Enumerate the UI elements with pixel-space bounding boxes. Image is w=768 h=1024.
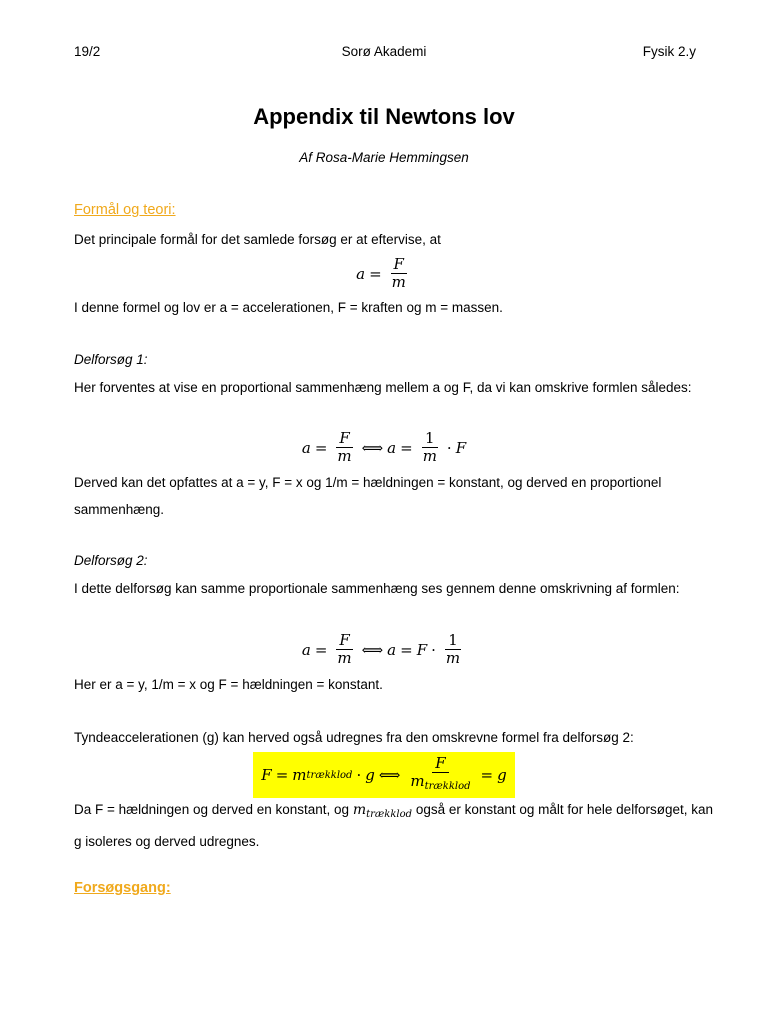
formula-tyngde-highlighted [0,752,768,798]
math-num: F [336,430,352,448]
header-subject: Fysik 2.y [642,44,696,59]
paragraph-delforsog-1: Her forventes at vise en proportional sammenhæng mellem a og F, da vi kan omskrive formlen således: [74,380,692,395]
math-eq: = [369,264,382,283]
math-F: F [416,640,428,659]
math-num: 1 [422,430,438,448]
math-eq: = [480,766,494,784]
math-num: 1 [445,632,461,650]
text-part-a: Da F = hældningen og derved en konstant, og [74,802,350,817]
subheading-delforsog-2: Delforsøg 2: [74,553,148,568]
math-a: a [301,640,311,659]
formula-delforsog-2 [0,632,768,667]
math-eq: = [400,640,413,659]
formula-delforsog-1 [0,430,768,465]
subheading-delforsog-1: Delforsøg 1: [74,352,148,367]
math-a: a [387,438,397,457]
math-g: g [365,766,375,784]
math-den: m [445,649,461,667]
math-subscript: trækklod [306,769,353,781]
math-eq: = [314,640,328,659]
math-F: F [455,438,467,457]
math-fraction [407,755,473,795]
math-fraction [334,632,354,667]
math-dot: · [446,438,452,457]
paragraph-formaal: Det principale formål for det samlede forsøg er at eftervise, at [74,232,441,247]
document-author: Af Rosa-Marie Hemmingsen [299,150,469,165]
math-den: m [337,649,352,667]
math-a: a [387,640,397,659]
math-g: g [497,766,507,784]
math-num: F [391,256,407,274]
math-m: m [410,772,425,790]
math-den: m [391,273,406,291]
math-den [407,773,473,795]
math-fraction [420,430,440,465]
math-eq: = [400,438,413,457]
formula-highlight [253,752,514,798]
math-a: a [301,438,311,457]
paragraph-delforsog-2-conclusion: Her er a = y, 1/m = x og F = hældningen = konstant. [74,677,383,692]
math-iff: ⟺ [361,438,384,457]
math-F: F [261,766,272,784]
math-fraction [389,256,409,291]
math-eq: = [314,438,328,457]
math-fraction [443,632,463,667]
math-dot: · [431,640,436,659]
math-num: F [336,632,352,650]
paragraph-tyngdeacceleration: Tyndeaccelerationen (g) kan herved også udregnes fra den omskrevne formel fra delforsøg 2: [74,730,634,745]
math-m: m [292,766,307,784]
math-den: m [337,447,352,465]
math-dot: · [356,766,362,784]
paragraph-tyngde-conclusion [74,796,714,855]
formula-main [0,256,768,291]
math-subscript: trækklod [424,781,471,792]
paragraph-delforsog-1-conclusion: Derved kan det opfattes at a = y, F = x og 1/m = hældningen = konstant, og derved en proportionel sammenhæng. [74,475,662,517]
math-fraction [334,430,354,465]
math-iff: ⟺ [378,766,401,784]
section-heading-formaal: Formål og teori: [74,202,176,218]
math-iff: ⟺ [361,640,384,659]
paragraph-delforsog-2: I dette delforsøg kan samme proportionale sammenhæng ses gennem denne omskrivning af formlen: [74,581,680,596]
section-heading-forsogsgang: Forsøgsgang: [74,880,171,896]
inline-math-m: $m_{trækklod}$ [352,802,413,820]
math-den: m [422,447,437,465]
math-num: F [432,755,448,773]
document-title: Appendix til Newtons lov [253,104,515,129]
math-a: a [356,264,366,283]
header-school: Sorø Akademi [341,44,427,59]
paragraph-definitions: I denne formel og lov er a = accelerationen, F = kraften og m = massen. [74,300,503,315]
header-date: 19/2 [74,44,101,59]
math-eq: = [275,766,289,784]
text-part-b: også er konstant og målt for hele delforsøget, kan g isoleres og derved udregnes. [74,802,713,849]
